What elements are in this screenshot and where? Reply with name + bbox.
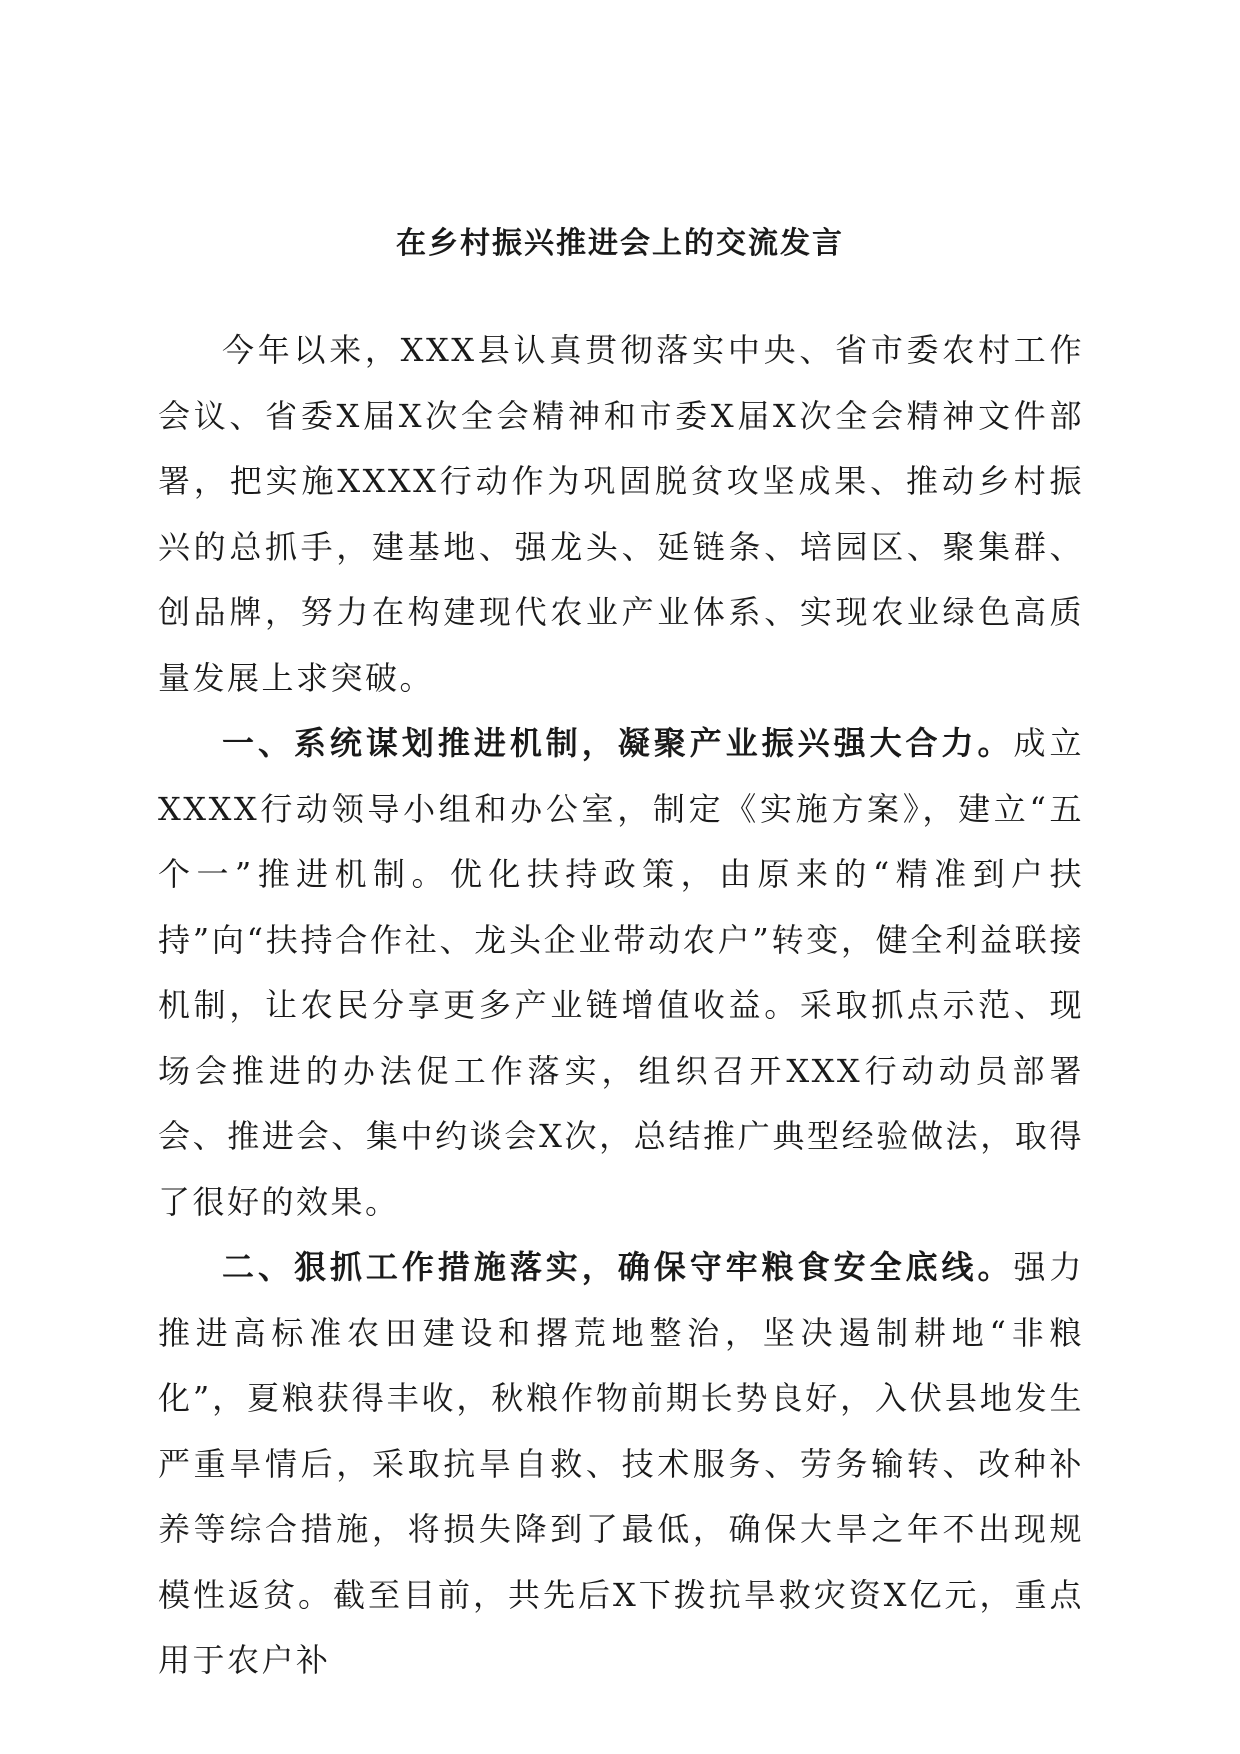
document-body	[158, 318, 1084, 1694]
page-title: 在乡村振兴推进会上的交流发言	[396, 226, 844, 261]
section-2-heading: 二、狠抓工作措施落实，确保守牢粮食安全底线。	[222, 1248, 1014, 1286]
section-2-text: 强力推进高标准农田建设和撂荒地整治，坚决遏制耕地“非粮化”，夏粮获得丰收，秋粮作物前期长势良好，入伏县地发生严重旱情后，采取抗旱自救、技术服务、劳务输转、改种补养等综合措施，将损失降到了最低，确保大旱之年不出现规模性返贫。截至目前，共先后X下拨抗旱救灾资X亿元，重点用于农户补	[158, 1248, 1084, 1679]
intro-paragraph-text: 今年以来，XXX县认真贯彻落实中央、省市委农村工作会议、省委X届X次全会精神和市委X届X次全会精神文件部署，把实施XXXX行动作为巩固脱贫攻坚成果、推动乡村振兴的总抓手，建基地、强龙头、延链条、培园区、聚集群、创品牌，努力在构建现代农业产业体系、实现农业绿色高质量发展上求突破。	[158, 331, 1084, 697]
section-1-text: 成立XXXX行动领导小组和办公室，制定《实施方案》，建立“五个一”推进机制。优化扶持政策，由原来的“精准到户扶持”向“扶持合作社、龙头企业带动农户”转变，健全利益联接机制，让农民分享更多产业链增值收益。采取抓点示范、现场会推进的办法促工作落实，组织召开XXX行动动员部署会、推进会、集中约谈会X次，总结推广典型经验做法，取得了很好的效果。	[158, 724, 1084, 1221]
section-1-heading: 一、系统谋划推进机制，凝聚产业振兴强大合力。	[222, 724, 1014, 762]
section-2-paragraph	[158, 1235, 1084, 1694]
intro-paragraph	[158, 318, 1084, 711]
section-1-paragraph	[158, 711, 1084, 1235]
